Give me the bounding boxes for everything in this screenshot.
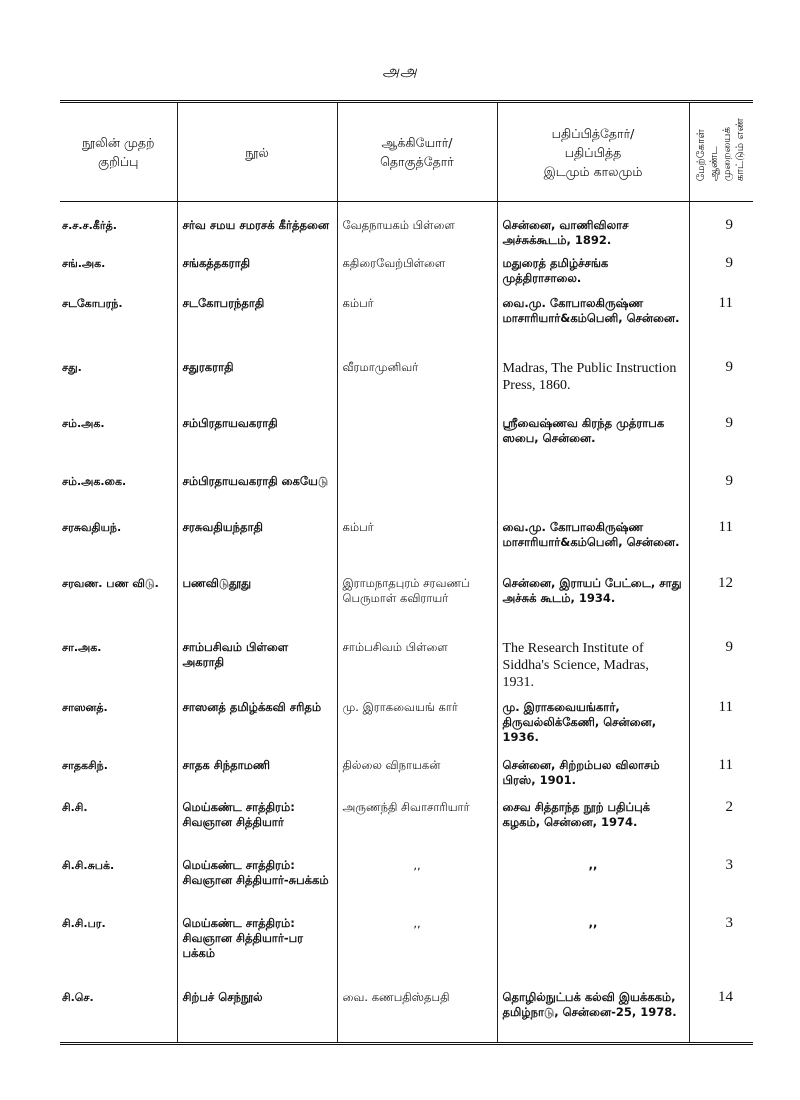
- chapter-number-cell: 11: [689, 752, 753, 794]
- abbreviation-cell: சி.சி.: [62, 800, 88, 814]
- header-row: [60, 102, 753, 202]
- table-row: [60, 290, 753, 354]
- publisher-cell: சென்னை, சிற்றம்பல விலாசம் பிரஸ், 1901.: [497, 752, 689, 794]
- author-cell: சாம்பசிவம் பிள்ளை: [337, 634, 497, 694]
- chapter-number-cell: 2: [689, 794, 753, 852]
- reference-table: [60, 100, 753, 1045]
- author-cell: அருணந்தி சிவாசாரியார்: [337, 794, 497, 852]
- work-title-cell: சம்பிரதாயவகராதி கையேடு: [177, 468, 337, 514]
- work-title-cell: சிற்பச் செந்நூல்: [177, 984, 337, 1044]
- chapter-number-cell: 9: [689, 468, 753, 514]
- table-header: [60, 102, 753, 202]
- header-publisher-line-2: பதிப்பித்த: [564, 144, 622, 160]
- publisher-cell: சென்னை, வாணிவிலாச அச்சுக்கூடம், 1892.: [497, 202, 689, 250]
- table-row: [60, 250, 753, 290]
- publisher-cell: ,,: [497, 852, 689, 910]
- abbreviation-cell: சி.சி.சுபக்.: [62, 858, 115, 872]
- table-row: [60, 694, 753, 752]
- publisher-cell: சென்னை, இராயப் பேட்டை, சாது அச்சுக் கூடம், 1934.: [497, 570, 689, 634]
- author-cell: ,,: [337, 852, 497, 910]
- publisher-cell: வை.மு. கோபாலகிருஷ்ண மாசாரியார்&கம்பெனி, சென்னை.: [497, 514, 689, 570]
- page-number: அஅ: [382, 62, 418, 80]
- abbreviation-cell: சது.: [62, 360, 82, 374]
- chapter-number-cell: 11: [689, 514, 753, 570]
- header-publisher-line-1: பதிப்பித்தோர்/: [551, 125, 635, 141]
- abbreviation-cell: சாஸனத்.: [62, 700, 108, 714]
- table-row: [60, 852, 753, 910]
- author-cell: [337, 468, 497, 514]
- publisher-cell: ,,: [497, 910, 689, 984]
- table-row: [60, 468, 753, 514]
- chapter-number-cell: 9: [689, 410, 753, 468]
- publisher-cell: ஸ்ரீவைஷ்ணவ கிரந்த முத்ராபக ஸபை, சென்னை.: [497, 410, 689, 468]
- work-title-cell: சரசுவதியந்தாதி: [177, 514, 337, 570]
- work-title-cell: சர்வ சமய சமரசக் கீர்த்தனை: [177, 202, 337, 250]
- abbreviation-cell: ச.ச.ச.கீர்த்.: [62, 219, 117, 232]
- abbreviation-cell: சம்.அக.: [62, 416, 105, 430]
- header-chapter-number: [689, 102, 753, 202]
- author-cell: தில்லை விநாயகன்: [337, 752, 497, 794]
- table-body: [60, 202, 753, 1044]
- publisher-cell: [497, 468, 689, 514]
- publisher-cell: Madras, The Public Instruction Press, 1860.: [497, 354, 689, 410]
- chapter-number-cell: 11: [689, 290, 753, 354]
- table-row: [60, 984, 753, 1044]
- work-title-cell: சாம்பசிவம் பிள்ளை அகராதி: [177, 634, 337, 694]
- abbreviation-cell: சி.செ.: [62, 990, 94, 1004]
- header-author-line-1: ஆக்கியோர்/: [381, 135, 453, 150]
- abbreviation-cell: சாதகசிந்.: [62, 758, 108, 772]
- table-row: [60, 514, 753, 570]
- author-cell: வீரமாமுனிவர்: [337, 354, 497, 410]
- work-title-cell: மெய்கண்ட சாத்திரம்: சிவஞான சித்தியார்-பர பக்கம்: [177, 910, 337, 984]
- header-chapter-number-text: மேற்கோள் ஆண்ட முறையைக் காட்டும் எண்: [695, 117, 747, 182]
- author-cell: இராமநாதபுரம் சரவணப் பெருமாள் கவிராயர்: [337, 570, 497, 634]
- publisher-cell: மதுரைத் தமிழ்ச்சங்க முத்திராசாலை.: [497, 250, 689, 290]
- work-title-cell: பணவிடுதூது: [177, 570, 337, 634]
- abbreviation-cell: சங்.அக.: [62, 256, 106, 270]
- chapter-number-cell: 3: [689, 910, 753, 984]
- header-publisher: [497, 102, 689, 202]
- abbreviation-cell: சி.சி.பர.: [62, 916, 106, 930]
- header-abbreviation: [60, 102, 177, 202]
- author-cell: கதிரைவேற்பிள்ளை: [337, 250, 497, 290]
- author-cell: கம்பர்: [337, 290, 497, 354]
- chapter-number-cell: 9: [689, 354, 753, 410]
- table-row: [60, 634, 753, 694]
- header-publisher-line-3: இடமும் காலமும்: [543, 163, 643, 179]
- publisher-cell: வை.மு. கோபாலகிருஷ்ண மாசாரியார்&கம்பெனி, சென்னை.: [497, 290, 689, 354]
- table-row: [60, 354, 753, 410]
- table-row: [60, 570, 753, 634]
- chapter-number-cell: 11: [689, 694, 753, 752]
- chapter-number-cell: 3: [689, 852, 753, 910]
- header-abbreviation-line-2: குறிப்பு: [98, 154, 139, 169]
- author-cell: [337, 410, 497, 468]
- work-title-cell: சடகோபரந்தாதி: [177, 290, 337, 354]
- chapter-number-cell: 9: [689, 202, 753, 250]
- table-row: [60, 410, 753, 468]
- work-title-cell: சாதக சிந்தாமணி: [177, 752, 337, 794]
- header-author: [337, 102, 497, 202]
- header-work: [177, 102, 337, 202]
- abbreviation-cell: சரவண. பண விடு.: [62, 576, 159, 590]
- abbreviation-cell: சரசுவதியந்.: [62, 520, 122, 534]
- publisher-cell: சைவ சித்தாந்த நூற் பதிப்புக் கழகம், சென்னை, 1974.: [497, 794, 689, 852]
- chapter-number-cell: 12: [689, 570, 753, 634]
- work-title-cell: மெய்கண்ட சாத்திரம்: சிவஞான சித்தியார்-சுபக்கம்: [177, 852, 337, 910]
- table-row: [60, 752, 753, 794]
- abbreviation-cell: சம்.அக.கை.: [62, 474, 127, 488]
- publisher-cell: மு. இராகவையங்கார், திருவல்லிக்கேணி, சென்னை, 1936.: [497, 694, 689, 752]
- author-cell: மு. இராகவையங் கார்: [337, 694, 497, 752]
- work-title-cell: மெய்கண்ட சாத்திரம்: சிவஞான சித்தியார்: [177, 794, 337, 852]
- chapter-number-cell: 14: [689, 984, 753, 1044]
- table-row: [60, 794, 753, 852]
- work-title-cell: சதுரகராதி: [177, 354, 337, 410]
- author-cell: ,,: [337, 910, 497, 984]
- work-title-cell: சம்பிரதாயவகராதி: [177, 410, 337, 468]
- work-title-cell: சாஸனத் தமிழ்க்கவி சரிதம்: [177, 694, 337, 752]
- work-title-cell: சங்கத்தகராதி: [177, 250, 337, 290]
- header-abbreviation-line-1: நூலின் முதற்: [82, 135, 155, 150]
- table-row: [60, 910, 753, 984]
- publisher-cell: The Research Institute of Siddha's Science, Madras, 1931.: [497, 634, 689, 694]
- chapter-number-cell: 9: [689, 634, 753, 694]
- publisher-cell: தொழில்நுட்பக் கல்வி இயக்ககம், தமிழ்நாடு, சென்னை-25, 1978.: [497, 984, 689, 1044]
- abbreviation-cell: சா.அக.: [62, 640, 102, 654]
- author-cell: வேதநாயகம் பிள்ளை: [337, 202, 497, 250]
- abbreviation-cell: சடகோபரந்.: [62, 296, 123, 310]
- chapter-number-cell: 9: [689, 250, 753, 290]
- table-row: [60, 202, 753, 250]
- header-author-line-2: தொகுத்தோர்: [380, 154, 454, 169]
- author-cell: கம்பர்: [337, 514, 497, 570]
- author-cell: வை. கணபதிஸ்தபதி: [337, 984, 497, 1044]
- header-work-line-1: நூல்: [245, 144, 269, 160]
